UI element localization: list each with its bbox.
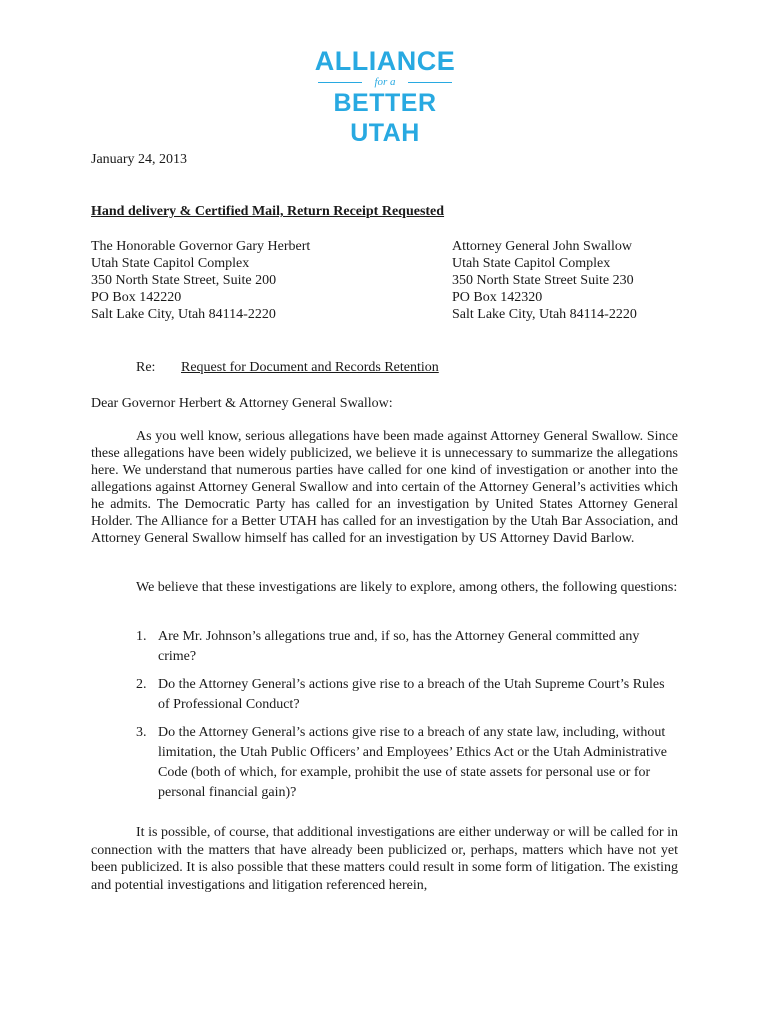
recipient-address-attorney-general (452, 238, 637, 323)
delivery-method: Hand delivery & Certified Mail, Return Receipt Requested (91, 204, 445, 219)
address-line: Attorney General John Swallow (452, 239, 633, 254)
address-line: 350 North State Street Suite 230 (452, 273, 634, 288)
list-item (136, 723, 676, 803)
address-line: Utah State Capitol Complex (91, 256, 250, 271)
body-paragraph-2: We believe that these investigations are likely to explore, among others, the following questions: (136, 580, 678, 595)
questions-list (136, 627, 676, 811)
salutation: Dear Governor Herbert & Attorney General Swallow: (91, 396, 393, 411)
list-text: Do the Attorney General’s actions give rise to a breach of any state law, including, without limitation, the Utah Public Officers’ and Employees’ Ethics Act or the Utah Administrative Code (both of which, for example, prohibit the use of state assets for personal use or for personal financial gain)? (158, 725, 667, 800)
body-paragraph-1: As you well know, serious allegations have been made against Attorney General Swallow. Since these allegations have been widely publicized, we believe it is unnecessary to summarize the allegations here. We understand that numerous parties have called for one kind of investigation or another into the allegations against Attorney General Swallow and into certain of the Attorney General’s activities which he admits. The Democratic Party has called for an investigation by United States Attorney General Holder. The Alliance for a Better UTAH has called for an investigation by the Utah Bar Association, and Attorney General Swallow himself has called for an investigation by US Attorney David Barlow. (91, 429, 678, 546)
letter-date: January 24, 2013 (91, 152, 188, 167)
re-subject: Request for Document and Records Retention (181, 360, 439, 375)
list-number: 3. (136, 725, 147, 740)
address-line: The Honorable Governor Gary Herbert (91, 239, 311, 254)
recipient-address-governor (91, 238, 310, 323)
address-line: PO Box 142320 (452, 290, 543, 305)
address-line: PO Box 142220 (91, 290, 182, 305)
list-number: 1. (136, 629, 147, 644)
body-paragraph-3: It is possible, of course, that additional investigations are either underway or will be called for in connection with the matters that have already been publicized or, perhaps, matters which have not yet been publicized. It is also possible that these matters could result in some form of litigation. The existing and potential investigations and litigation referenced herein, (91, 825, 678, 893)
re-label: Re: (136, 360, 156, 375)
alliance-logo (300, 46, 470, 148)
logo-line-1: ALLIANCE (314, 46, 456, 76)
list-number: 2. (136, 677, 147, 692)
address-line: 350 North State Street, Suite 200 (91, 273, 277, 288)
list-text: Are Mr. Johnson’s allegations true and, if so, has the Attorney General committed any crime? (158, 629, 640, 664)
logo-line-3: BETTER UTAH (333, 89, 437, 147)
logo-line-2: for a (300, 76, 470, 88)
list-item (136, 627, 676, 667)
list-text: Do the Attorney General’s actions give rise to a breach of the Utah Supreme Court’s Rules of Professional Conduct? (158, 677, 665, 712)
address-line: Salt Lake City, Utah 84114-2220 (452, 307, 637, 322)
address-line: Salt Lake City, Utah 84114-2220 (91, 307, 276, 322)
list-item (136, 675, 676, 715)
address-line: Utah State Capitol Complex (452, 256, 611, 271)
